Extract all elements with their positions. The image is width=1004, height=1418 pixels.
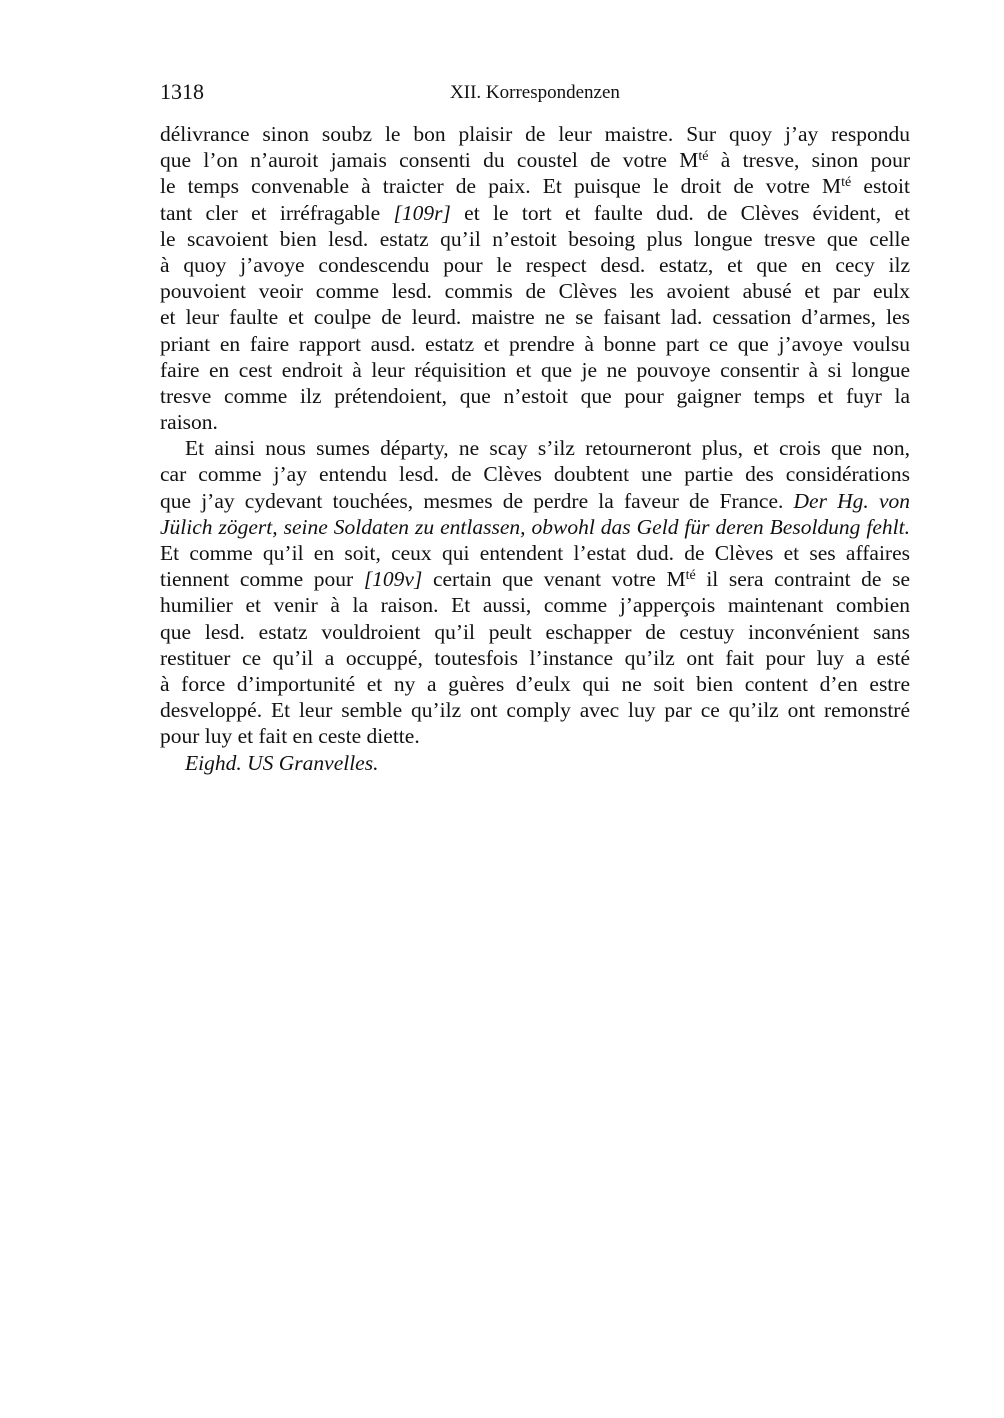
text-line xyxy=(160,409,910,435)
text-line xyxy=(160,645,910,671)
text-line xyxy=(160,723,910,749)
superscript: té xyxy=(685,568,696,584)
text-line xyxy=(160,435,910,461)
text-segment: à force d’importunité et ny a guères d’eulx qui ne soit bien content d’en estre xyxy=(160,671,910,696)
text-line xyxy=(160,671,910,697)
text-segment: que lesd. estatz vouldroient qu’il peult eschapper de cestuy inconvénient sans xyxy=(160,619,910,644)
text-segment: tant cler et irréfragable xyxy=(160,200,394,225)
text-line xyxy=(160,200,910,226)
italic-text: Eighd. US Granvelles. xyxy=(185,750,379,775)
text-line xyxy=(160,619,910,645)
text-segment: priant en faire rapport ausd. estatz et prendre à bonne part ce que j’avoye voulsu xyxy=(160,331,910,356)
text-segment: délivrance sinon soubz le bon plaisir de leur maistre. Sur quoy j’ay respondu xyxy=(160,122,910,146)
text-segment: à quoy j’avoye condescendu pour le respect desd. estatz, et que en cecy ilz xyxy=(160,252,910,277)
body-text xyxy=(160,121,910,776)
text-line xyxy=(160,461,910,487)
text-segment: à tresve, sinon pour xyxy=(708,148,910,173)
text-segment: et leur faulte et coulpe de leurd. maistre ne se faisant lad. cessation d’armes, les xyxy=(160,305,910,330)
text-segment: que j’ay cydevant touchées, mesmes de perdre la faveur de France. xyxy=(160,488,794,513)
text-line xyxy=(160,566,910,592)
text-segment: Et comme qu’il en soit, ceux qui entendent l’estat dud. de Clèves et ses affaires xyxy=(160,541,910,565)
page-number: 1318 xyxy=(160,79,204,104)
text-line xyxy=(160,514,910,540)
italic-text: [109v] xyxy=(363,567,423,592)
text-segment: Et ainsi nous sumes départy, ne scay s’ilz retourneront plus, et crois que non, xyxy=(185,436,910,461)
text-line xyxy=(160,750,910,776)
superscript: té xyxy=(841,175,852,191)
text-line xyxy=(160,357,910,383)
text-line xyxy=(160,252,910,278)
italic-text: Der Hg. von xyxy=(793,488,910,513)
text-segment: le scavoient bien lesd. estatz qu’il n’estoit besoing plus longue tresve que celle xyxy=(160,226,910,251)
page-header xyxy=(160,78,910,106)
text-line xyxy=(160,304,910,330)
text-line xyxy=(160,147,910,173)
text-segment: estoit xyxy=(851,174,910,199)
text-line xyxy=(160,226,910,252)
text-segment: tresve comme ilz prétendoient, que n’estoit que pour gaigner temps et fuyr la xyxy=(160,383,910,408)
text-segment: il sera contraint de se xyxy=(695,567,910,592)
text-line xyxy=(160,173,910,199)
text-segment: et le tort et faulte dud. de Clèves évident, et xyxy=(450,200,910,225)
text-line xyxy=(160,540,910,566)
text-segment: faire en cest endroit à leur réquisition et que je ne pouvoye consentir à si longue xyxy=(160,357,910,382)
text-line xyxy=(160,488,910,514)
text-segment: car comme j’ay entendu lesd. de Clèves doubtent une partie des considérations xyxy=(160,462,910,487)
text-segment: pour luy et fait en ceste diette. xyxy=(160,724,420,749)
text-line xyxy=(160,592,910,618)
text-segment: raison. xyxy=(160,410,218,435)
text-segment: tiennent comme pour xyxy=(160,567,364,592)
text-segment: humilier et venir à la raison. Et aussi, comme j’apperçois maintenant combien xyxy=(160,593,910,618)
italic-text: [109r] xyxy=(393,200,451,225)
italic-text: Jülich zögert, seine Soldaten zu entlassen, obwohl das Geld für deren Besoldung fehlt. xyxy=(160,514,910,539)
text-line xyxy=(160,331,910,357)
text-line xyxy=(160,383,910,409)
text-segment: restituer ce qu’il a occuppé, toutesfois l’instance qu’ilz ont fait pour luy a esté xyxy=(160,645,910,670)
text-segment: pouvoient veoir comme lesd. commis de Clèves les avoient abusé et par eulx xyxy=(160,279,910,304)
text-segment: desveloppé. Et leur semble qu’ilz ont comply avec luy par ce qu’ilz ont remonstré xyxy=(160,698,910,723)
superscript: té xyxy=(698,149,709,165)
text-segment: certain que venant votre M xyxy=(422,567,686,592)
text-line xyxy=(160,697,910,723)
running-title: XII. Korrespondenzen xyxy=(450,82,620,103)
text-segment: que l’on n’auroit jamais consenti du coustel de votre M xyxy=(160,148,699,173)
text-segment: le temps convenable à traicter de paix. Et puisque le droit de votre M xyxy=(160,174,842,199)
text-line xyxy=(160,121,910,147)
text-line xyxy=(160,278,910,304)
